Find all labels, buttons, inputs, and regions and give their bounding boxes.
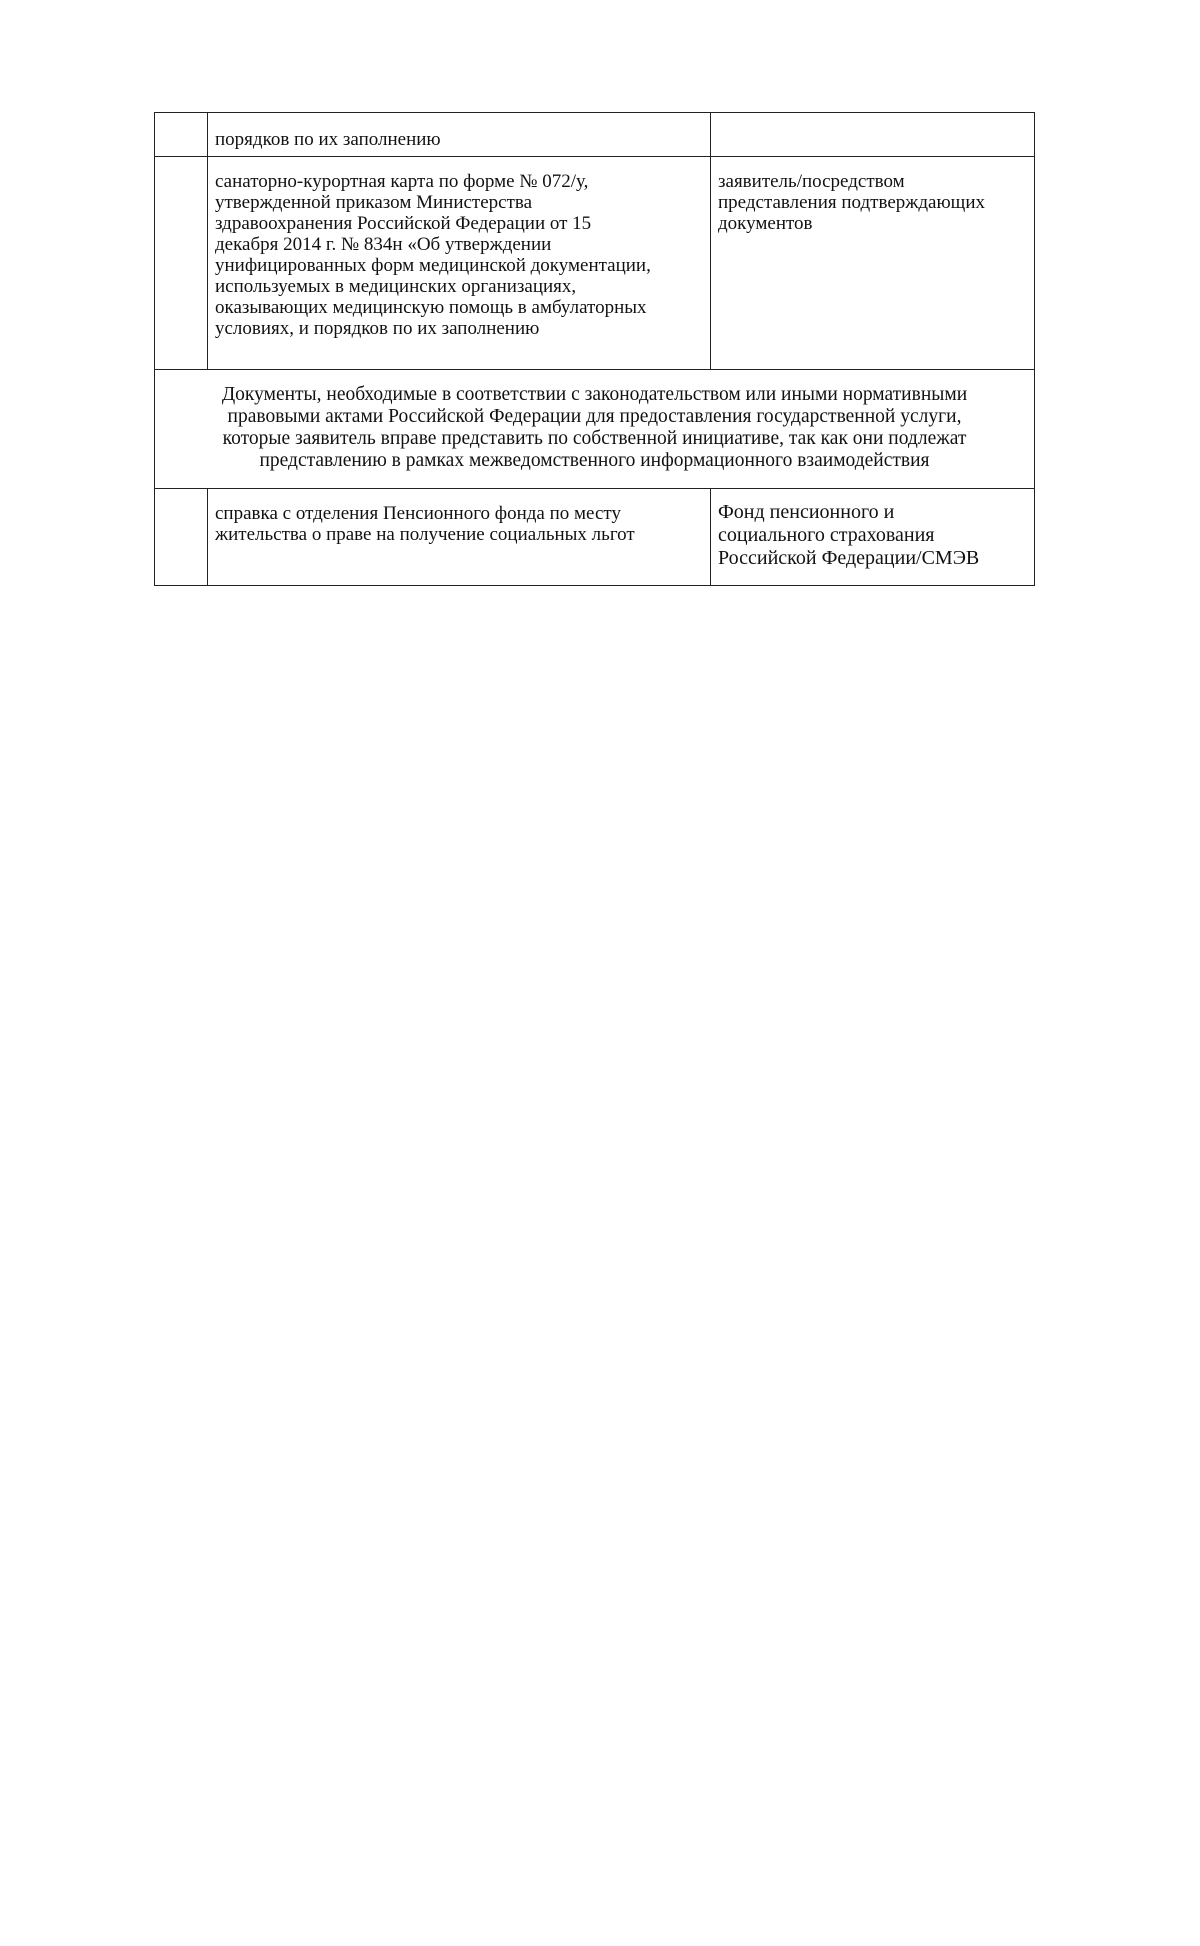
document-source [711,113,1034,135]
document-source: заявитель/посредством представления подтверждающих документов [718,171,985,234]
document-name: справка с отделения Пенсионного фонда по месту жительства о праве на получение социальных льгот [215,503,635,545]
row-number-cell [155,113,208,157]
document-name: порядков по их заполнению [215,129,441,150]
row-number-cell [155,489,208,586]
row-number [155,157,207,177]
section-header-cell [155,370,1035,489]
section-header-row [155,370,1035,489]
document-cell [208,113,711,157]
document-name: санаторно-курортная карта по форме № 072/у, утвержденной приказом Министерства здравоохранения Российской Федерации от 15 декабря 2014 г. № 834н «Об утверждении унифицированных форм медицинской документации, используемых в медицинских организациях, оказывающих медицинскую помощь в амбулаторных условиях, и порядков по их заполнению [215,171,651,339]
table-row [155,113,1035,157]
document-source: Фонд пенсионного и социального страхования Российской Федерации/СМЭВ [718,501,980,569]
source-cell [711,489,1035,586]
source-cell [711,157,1035,370]
document-cell [208,489,711,586]
table-row [155,489,1035,586]
document-cell [208,157,711,370]
table-row [155,157,1035,370]
row-number [155,489,207,509]
row-number [155,113,207,135]
source-cell [711,113,1035,157]
documents-table [154,112,1035,586]
section-header: Документы, необходимые в соответствии с законодательством или иными нормативными правовыми актами Российской Федерации для предоставления государственной услуги, которые заявитель вправе представить по собственной инициативе, так как они подлежат представлению в рамках межведомственного информационного взаимодействия [221,384,968,471]
row-number-cell [155,157,208,370]
